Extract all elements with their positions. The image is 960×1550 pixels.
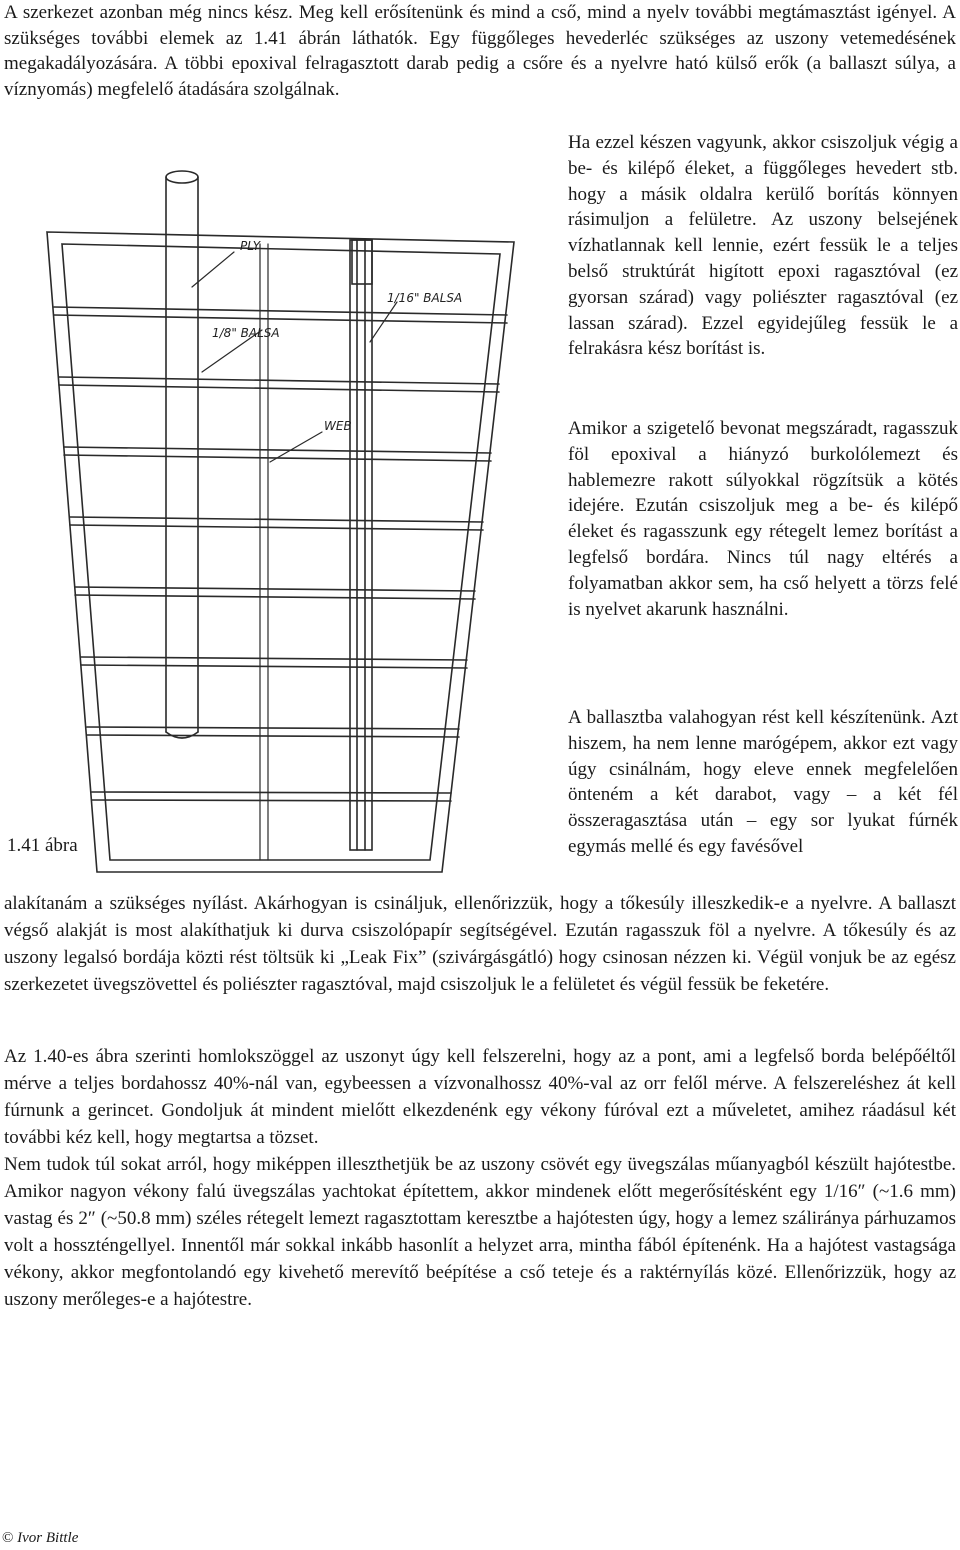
fin-inner-outline	[62, 244, 500, 860]
mounting-paragraph: Az 1.40-es ábra szerinti homlokszöggel az uszonyt úgy kell felszerelni, hogy az a pont, ami a legfelső borda belépőéltől mérve a teljes bordahossz 40%-nál van, egybeessen a vízvonalhossz 40%-val az orr felől mérve. A felszereléshez át kell fúrnunk a gerincet. Gondoljuk át mindent mielőtt elkezdenénk egy vékony fúróval ezt a műveletet, amihez ráadásul két további kéz kell, hogy megtartsa a tözset.	[4, 1046, 956, 1148]
fin-structure-figure	[2, 132, 554, 880]
right-paragraph-1: Ha ezzel készen vagyunk, akkor csiszoljuk végig a be- és kilépő éleket, a függőleges hevedert stb. hogy a másik oldalra kerülő borítás könnyen rásimuljon a felületre. Az uszony belsejének vízhatlannak kell lennie, ezért fessük le a teljes belső struktúrát higított epoxi ragasztóval (ez gyorsan szárad) vagy poliészter ragasztóval (ez lassan szárad). Ezzel egyidejűleg fessük le a felrakásra kész borítást is.	[568, 132, 958, 360]
pipe-tube	[166, 177, 198, 732]
label-ply: PLY	[240, 239, 261, 253]
figure-caption: 1.41 ábra	[7, 835, 78, 856]
rib-lines	[54, 307, 507, 801]
vertical-strap	[350, 240, 372, 850]
fiberglass-paragraph: Nem tudok túl sokat arról, hogy miképpen illeszthetjük be az uszony csövét egy üvegszálas műanyagból készült hajótestbe. Amikor nagyon vékony falú üvegszálas yachtokat építettem, akkor mindenek előtt megerősítésként egy 1/16″ (~1.6 mm) vastag és 2″ (~50.8 mm) széles rétegelt lemezt ragasztottam keresztbe a hajótesten úgy, hogy a lemez száliránya párhuzamos volt a hosszténgellyel. Innentől már sokkal inkább hasonlít a helyzet arra, mintha fából építenénk. Ha a hajótest vastagsága vékony, akkor megfontolandó egy kivehető merevítő beépítése a cső teteje és a raktérnyílás közé. Ellenőrizzük, hogy az uszony merőleges-e a hajótestre.	[4, 1154, 956, 1310]
footer-copyright	[2, 1530, 78, 1547]
copyright-symbol: ©	[2, 1530, 14, 1546]
continuation-paragraph: alakítanám a szükséges nyílást. Akárhogyan is csináljuk, ellenőrizzük, hogy a tőkesúly illeszkedik-e a nyelvre. A ballaszt végső alakját is most alakíthatjuk ki durva csiszolópapír segítségével. Ezután ragasszuk föl a nyelvre. A tőkesúly és az uszony legalsó bordája közti rést töltsük ki „Leak Fix” (szivárgásgátló) hogy csinosan nézzen ki. Végül vonjuk be az egész szerkezetet üvegszövettel és poliészter ragasztóval, majd csiszoljuk le a felületet és végül fessük be feketére.	[4, 893, 956, 995]
intro-paragraph: A szerkezet azonban még nincs kész. Meg kell erősítenünk és mind a cső, mind a nyelv további megtámasztást igényel. A szükséges további elemek az 1.41 ábrán láthatók. Egy függőleges hevederléc szükséges az uszony vetemedésének megakadályozására. A többi epoxival felragasztott darab pedig a csőre és a nyelvre ható külső erők (a ballaszt súlya, a víznyomás) megfelelő átadására szolgálnak.	[4, 2, 956, 100]
label-balsa-right: 1/16" BALSA	[387, 291, 463, 305]
right-paragraph-2: Amikor a szigetelő bevonat megszáradt, ragasszuk föl epoxival a hiányzó burkolólemezt és hablemezre rakott súlyokkal rögzítsük a kötés idejére. Ezután csiszoljuk meg a be- és kilépő éleket és ragasszunk egy rétegelt lemez borítást a legfelső bordára. Nincs túl nagy eltérés a folyamatban akkor sem, ha cső helyett a törzs felé is nyelvet akarunk használni.	[568, 418, 958, 620]
label-web: WEB	[324, 419, 352, 433]
right-paragraph-3: A ballasztba valahogyan rést kell készítenünk. Azt hiszem, ha nem lenne marógépem, akkor ezt vagy úgy csinálnám, hogy eleve ennek megfelelően önteném a két darabot, vagy – a két fél összeragasztása után – egy sor lyukat fúrnék egymás mellé és egy favésővel	[568, 707, 958, 857]
fin-outline	[47, 232, 514, 872]
author-name: Ivor Bittle	[17, 1530, 79, 1546]
tongue-box	[352, 240, 372, 284]
label-balsa-left: 1/8" BALSA	[212, 326, 280, 340]
